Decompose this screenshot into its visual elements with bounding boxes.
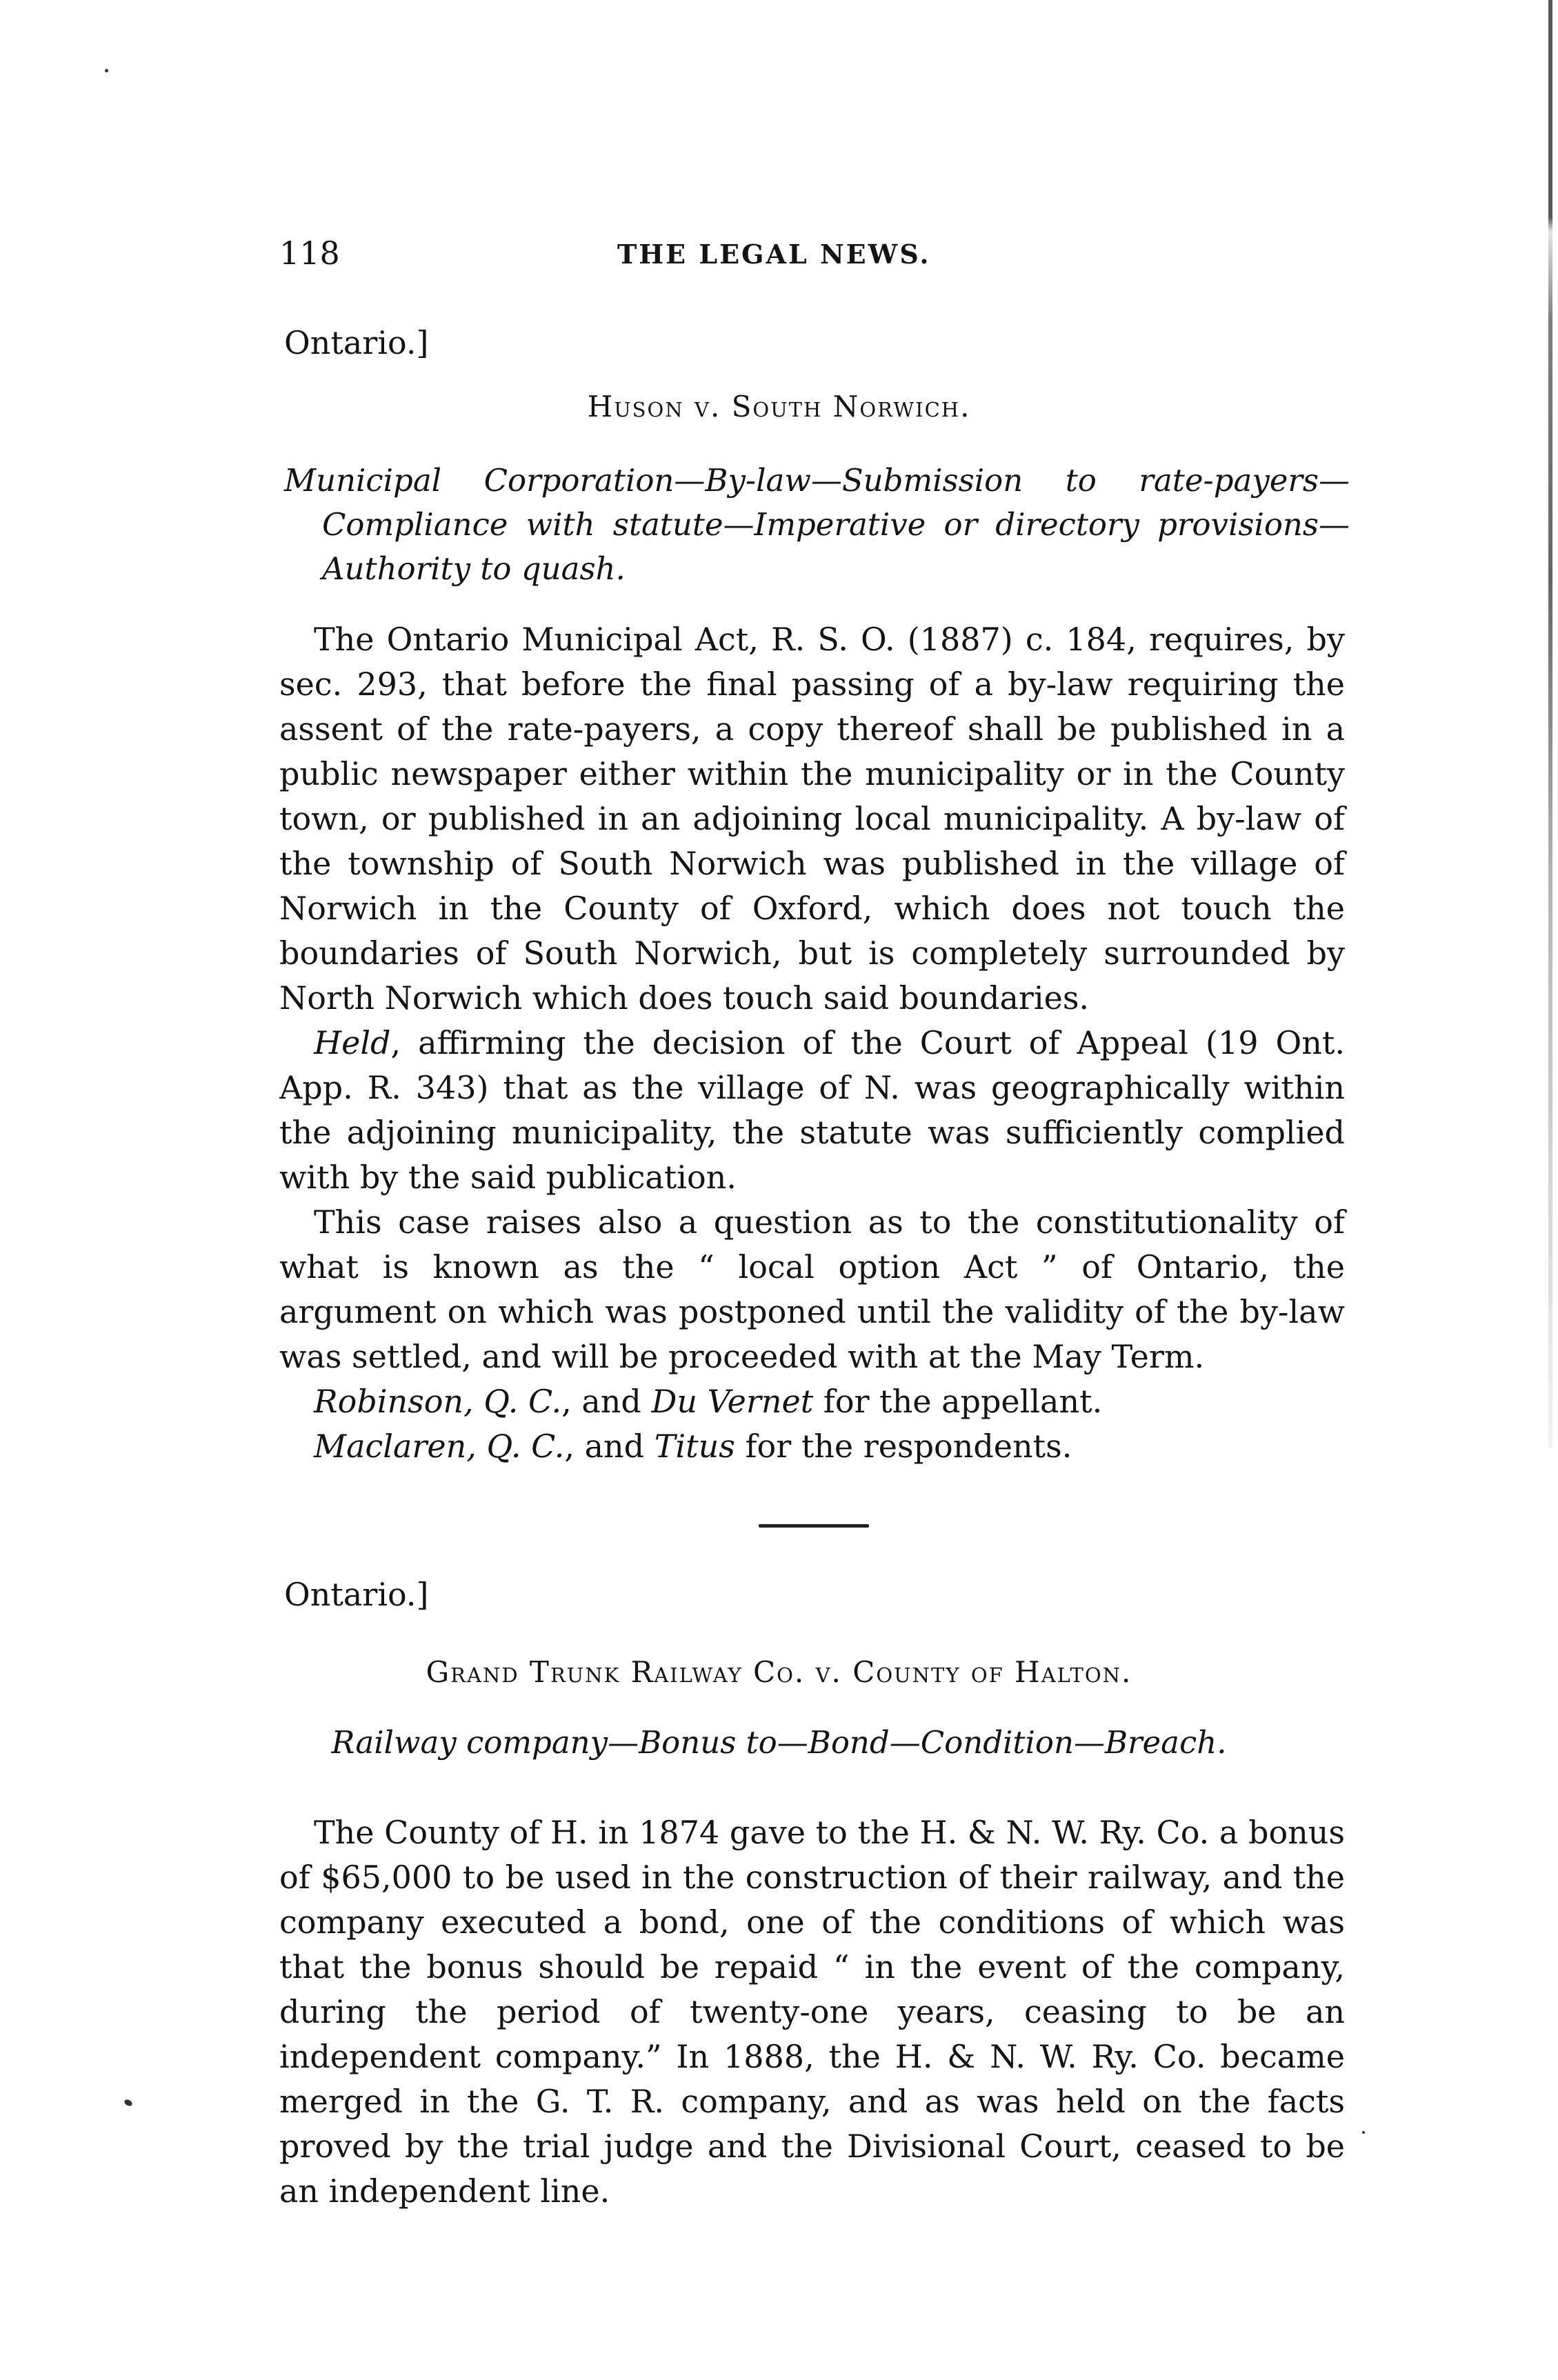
case1-headnote: Municipal Corporation—By-law—Submission to rate-payers—Compliance with statute—Imperative or directory provisions—Authority to quash. (284, 462, 1350, 587)
case2-title: Grand Trunk Railway Co. v. County of Halton. (426, 1655, 1132, 1689)
held-word: Held (314, 1024, 391, 1061)
counsel-name: Titus (654, 1428, 735, 1465)
counsel-joiner: , and (564, 1428, 655, 1465)
case1-court: Ontario.] (284, 324, 429, 361)
case1-paragraph-2-text: , affirming the decision of the Court of Appeal (19 Ont. App. R. 343) that as the village of N. was geographically within the adjoining municipality, the statute was sufficiently complied with by the said publication. (279, 1024, 1345, 1196)
case1-paragraph-3: This case raises also a question as to the constitutionality of what is known as the “ local option Act ” of Ontario, the argument on which was postponed until the validity of the by-law was settled, and will be proceeded with at the May Term. (279, 1203, 1345, 1375)
section-divider (759, 1524, 869, 1528)
case1-paragraph-1: The Ontario Municipal Act, R. S. O. (1887) c. 184, requires, by sec. 293, that before the final passing of a by-law requiring the assent of the rate-payers, a copy thereof shall be published in a public newspaper either within the municipality or in the County town, or published in an adjoining local municipality. A by-law of the township of South Norwich was published in the village of Norwich in the County of Oxford, which does not touch the boundaries of South Norwich, but is completely surrounded by North Norwich which does touch said boundaries. (279, 621, 1345, 1017)
scan-speck (105, 69, 108, 72)
case2-paragraph-1: The County of H. in 1874 gave to the H. & N. W. Ry. Co. a bonus of $65,000 to be used in the construction of their railway, and the company executed a bond, one of the conditions of which was that the bonus should be repaid “ in the event of the company, during the period of twenty-one years, ceasing to be an independent company.” In 1888, the H. & N. W. Ry. Co. became merged in the G. T. R. company, and as was held on the facts proved by the trial judge and the Divisional Court, ceased to be an independent line. (279, 1814, 1345, 2210)
case1-paragraph-2 (279, 1021, 1345, 1200)
case1-counsel-appellant (279, 1379, 1345, 1424)
scan-edge-line (1548, 0, 1552, 1448)
counsel-joiner: , and (561, 1383, 652, 1420)
case1-title: Huson v. South Norwich. (587, 390, 971, 423)
scan-speck (123, 2099, 133, 2108)
counsel-name: Maclaren, Q. C. (314, 1428, 565, 1465)
case1-counsel-respondents (279, 1424, 1345, 1469)
counsel-name: Du Vernet (651, 1383, 814, 1420)
scan-speck (1362, 2131, 1365, 2134)
counsel-name: Robinson, Q. C. (314, 1383, 562, 1420)
counsel-role: for the respondents. (735, 1428, 1072, 1465)
case2-body (279, 1810, 1345, 2214)
running-title: THE LEGAL NEWS. (617, 239, 931, 270)
case1-body (279, 617, 1345, 1469)
counsel-role: for the appellant. (813, 1383, 1103, 1420)
page-number: 118 (279, 234, 340, 272)
page-header (279, 234, 1341, 276)
case2-court: Ontario.] (284, 1576, 429, 1613)
case2-headnote: Railway company—Bonus to—Bond—Condition—Breach. (331, 1724, 1227, 1761)
